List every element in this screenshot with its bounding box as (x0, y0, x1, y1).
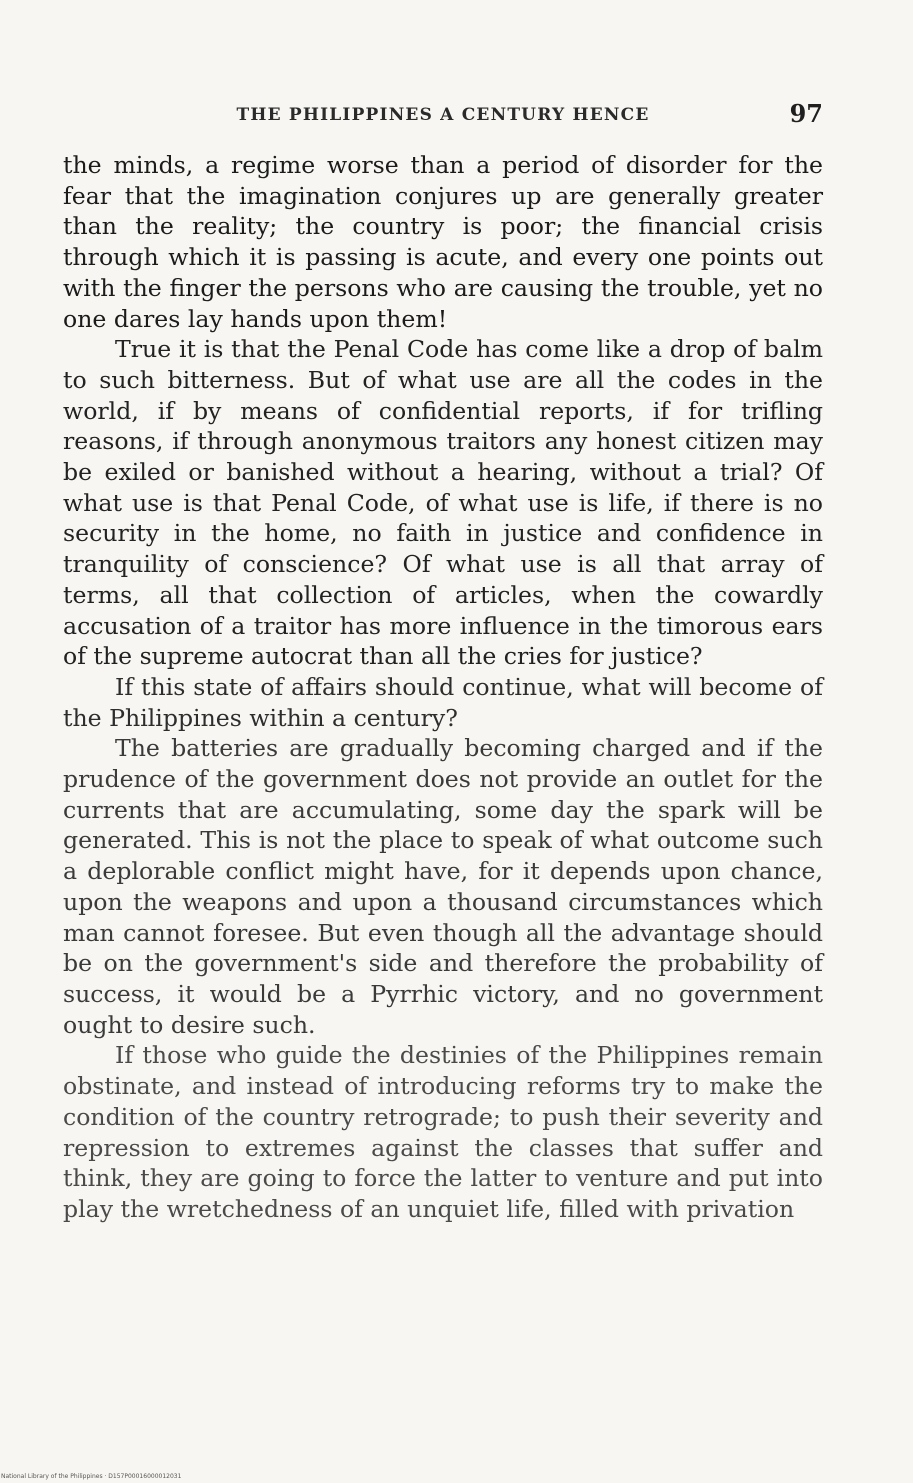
paragraph-continuation: the minds, a regime worse than a period of disorder for the fear that the imagination conjures up are generally greater than the reality; the country is poor; the financial crisis through which it is passing is acute, and every one points out with the finger the persons who are causing the trouble, yet no one dares lay hands upon them! (63, 151, 823, 333)
body-text (63, 150, 823, 1225)
source-footer-note: National Library of the Philippines · D157P00016000012031 (1, 1473, 182, 1480)
paragraph-penal-code: True it is that the Penal Code has come like a drop of balm to such bitterness. But of what use are all the codes in the world, if by means of confidential reports, if for trifling reasons, if through anonymous traitors any honest citizen may be exiled or banished without a hearing, without a trial? Of what use is that Penal Code, of what use is life, if there is no security in the home, no faith in justice and confidence in tranquility of conscience? Of what use is all that array of terms, all that collection of articles, when the cowardly accusation of a traitor has more influence in the timorous ears of the supreme autocrat than all the cries for justice? (63, 335, 823, 671)
paragraph-destinies: If those who guide the destinies of the Philippines remain obstinate, and instead of introducing reforms try to make the condition of the country retrograde; to push their severity and repression to extremes against the classes that suffer and think, they are going to force the latter to venture and put into play the wretchedness of an unquiet life, filled with privation (63, 1041, 823, 1223)
running-head (63, 99, 823, 133)
page-number: 97 (789, 99, 823, 128)
paragraph-batteries: The batteries are gradually becoming charged and if the prudence of the government does not provide an outlet for the currents that are accumulating, some day the spark will be generated. This is not the place to speak of what outcome such a deplorable conflict might have, for it depends upon chance, upon the weapons and upon a thousand circumstances which man cannot foresee. But even though all the advantage should be on the government's side and therefore the probability of success, it would be a Pyrrhic victory, and no government ought to desire such. (63, 734, 823, 1039)
paragraph-state-of-affairs: If this state of affairs should continue, what will become of the Philippines within a century? (63, 672, 823, 732)
running-title: THE PHILIPPINES A CENTURY HENCE (236, 105, 650, 125)
